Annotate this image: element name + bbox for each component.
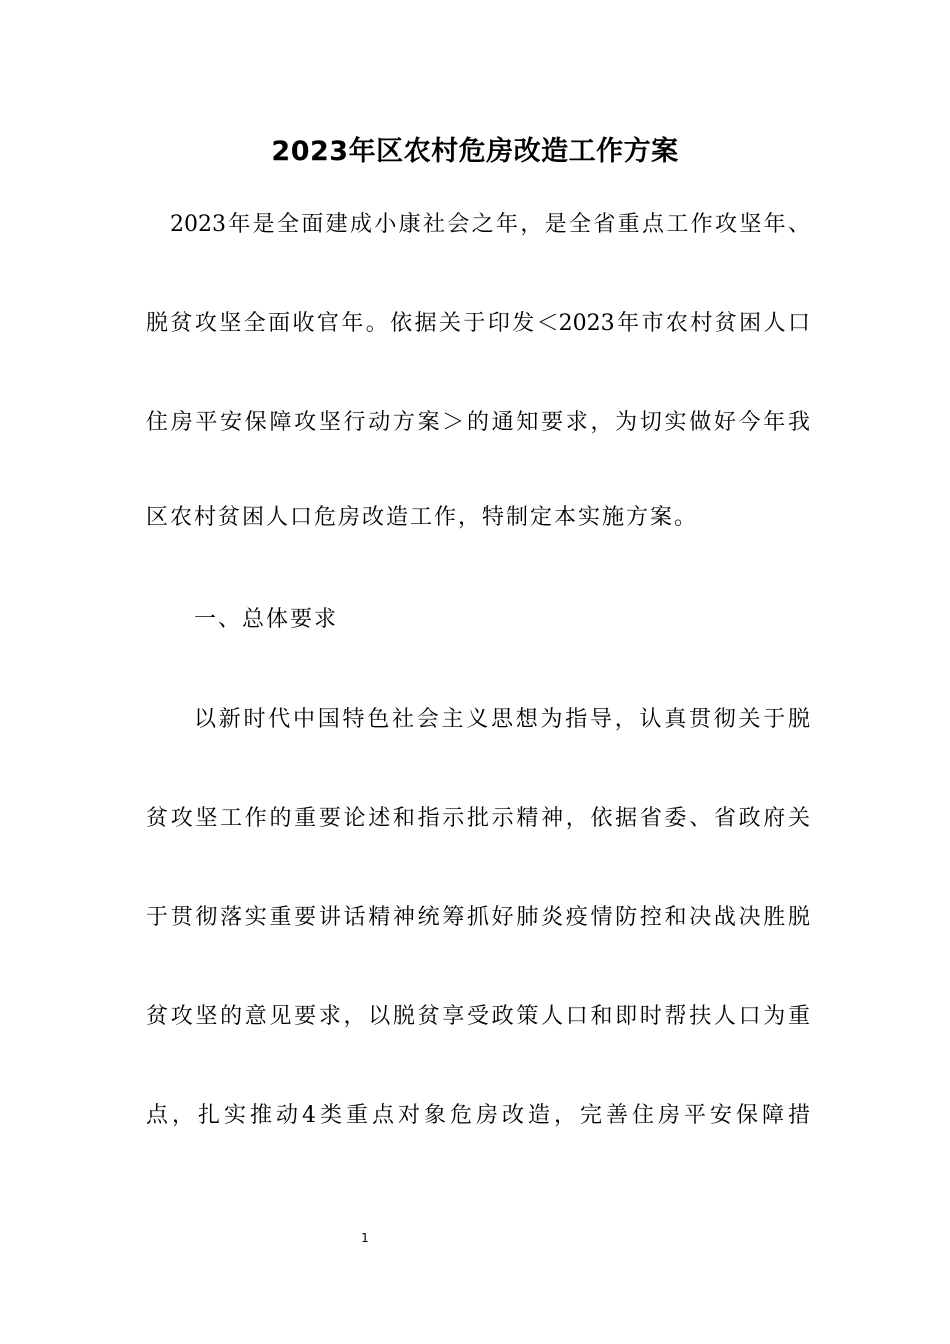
paragraph-1-line-2: 脱贫攻坚全面收官年。依据关于印发＜2023年市农村贫困人口 xyxy=(146,311,810,336)
paragraph-2-line-3: 于贯彻落实重要讲话精神统筹抓好肺炎疫情防控和决战决胜脱 xyxy=(146,905,810,930)
paragraph-1-line-1: 2023年是全面建成小康社会之年，是全省重点工作攻坚年、 xyxy=(170,212,810,237)
paragraph-2-line-1: 以新时代中国特色社会主义思想为指导，认真贯彻关于脱 xyxy=(194,707,810,732)
page-number: 1 xyxy=(361,1231,369,1245)
document-title: 2023年区农村危房改造工作方案 xyxy=(271,136,679,167)
paragraph-2-line-4: 贫攻坚的意见要求，以脱贫享受政策人口和即时帮扶人口为重 xyxy=(146,1004,810,1029)
paragraph-2-line-5: 点，扎实推动4类重点对象危房改造，完善住房平安保障措 xyxy=(146,1103,810,1128)
section-heading: 一、总体要求 xyxy=(194,607,339,632)
paragraph-1-line-4: 区农村贫困人口危房改造工作，特制定本实施方案。 xyxy=(146,505,699,530)
paragraph-1-line-3: 住房平安保障攻坚行动方案＞的通知要求，为切实做好今年我 xyxy=(146,410,810,435)
paragraph-2-line-2: 贫攻坚工作的重要论述和指示批示精神，依据省委、省政府关 xyxy=(146,806,810,831)
